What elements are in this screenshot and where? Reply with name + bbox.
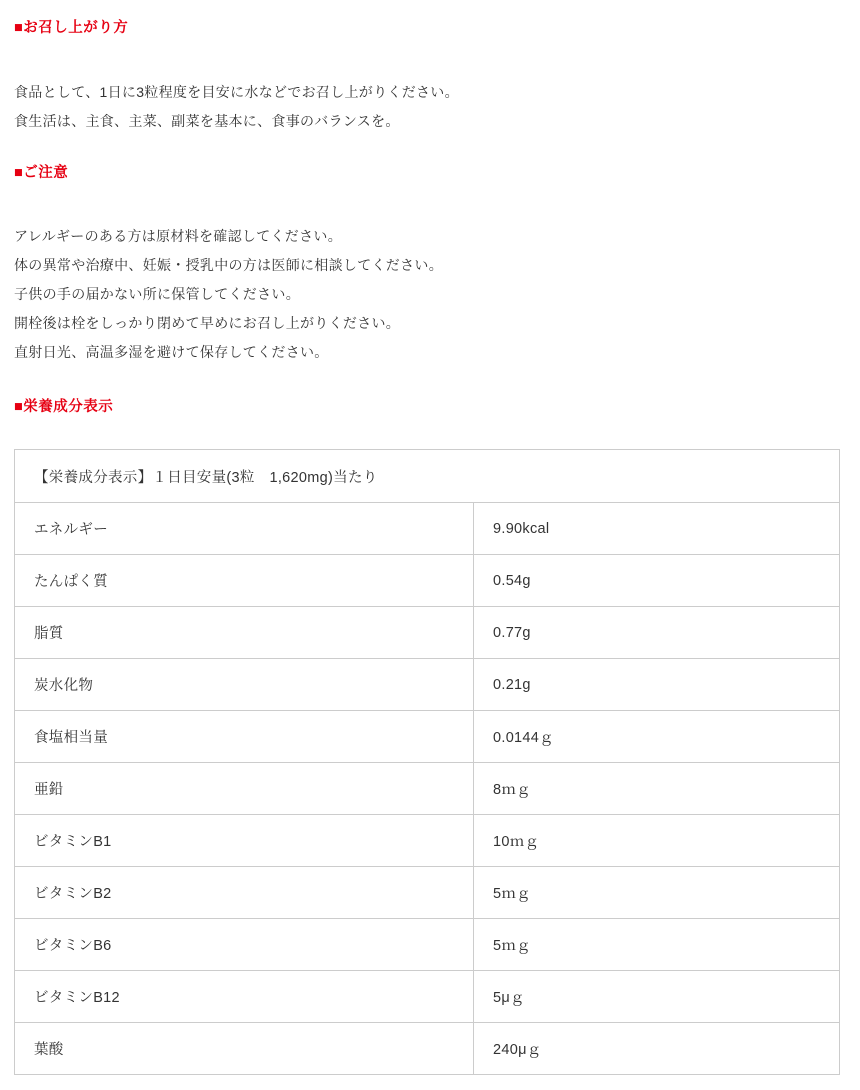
nutrient-value: 8ｍｇ — [474, 763, 840, 815]
nutrient-value: 0.21g — [474, 659, 840, 711]
nutrient-value: 0.54g — [474, 555, 840, 607]
table-row — [15, 1023, 840, 1075]
table-row — [15, 659, 840, 711]
table-row — [15, 711, 840, 763]
nutrition-table — [14, 449, 840, 1075]
body-text-line: 食生活は、主食、主菜、副菜を基本に、食事のバランスを。 — [14, 113, 400, 129]
nutrient-value: 240μｇ — [474, 1023, 840, 1075]
nutrient-value: 5μｇ — [474, 971, 840, 1023]
nutrient-label: 炭水化物 — [15, 659, 474, 711]
cautions-text — [14, 222, 846, 367]
nutrient-value: 0.77g — [474, 607, 840, 659]
nutrient-value: 10ｍｇ — [474, 815, 840, 867]
table-row — [15, 555, 840, 607]
table-row — [15, 607, 840, 659]
nutrient-label: 食塩相当量 — [15, 711, 474, 763]
nutrient-label: ビタミンB2 — [15, 867, 474, 919]
nutrient-value: 9.90kcal — [474, 503, 840, 555]
nutrient-label: たんぱく質 — [15, 555, 474, 607]
body-text-line: 開栓後は栓をしっかり閉めて早めにお召し上がりください。 — [14, 315, 401, 331]
nutrient-label: 亜鉛 — [15, 763, 474, 815]
nutrient-value: 5ｍｇ — [474, 919, 840, 971]
how-to-eat-text — [14, 78, 846, 136]
table-row — [15, 503, 840, 555]
nutrition-table-body — [15, 503, 840, 1075]
nutrient-label: ビタミンB1 — [15, 815, 474, 867]
nutrient-label: ビタミンB12 — [15, 971, 474, 1023]
how-to-eat-heading: ■お召し上がり方 — [14, 20, 129, 36]
nutrient-label: 葉酸 — [15, 1023, 474, 1075]
nutrient-value: 5ｍｇ — [474, 867, 840, 919]
table-row — [15, 763, 840, 815]
nutrition-heading: ■栄養成分表示 — [14, 399, 114, 415]
table-row — [15, 971, 840, 1023]
nutrient-label: 脂質 — [15, 607, 474, 659]
nutrition-table-header-row — [15, 450, 840, 503]
nutrient-label: エネルギー — [15, 503, 474, 555]
body-text-line: 子供の手の届かない所に保管してください。 — [14, 286, 300, 302]
table-row — [15, 867, 840, 919]
nutrition-table-header: 【栄養成分表示】１日目安量(3粒 1,620mg)当たり — [15, 450, 840, 503]
nutrient-value: 0.0144ｇ — [474, 711, 840, 763]
body-text-line: アレルギーのある方は原材料を確認してください。 — [14, 228, 342, 244]
body-text-line: 食品として、1日に3粒程度を目安に水などでお召し上がりください。 — [14, 84, 459, 100]
table-row — [15, 919, 840, 971]
cautions-heading: ■ご注意 — [14, 165, 69, 181]
body-text-line: 直射日光、高温多湿を避けて保存してください。 — [14, 344, 329, 360]
body-text-line: 体の異常や治療中、妊娠・授乳中の方は医師に相談してください。 — [14, 257, 443, 273]
table-row — [15, 815, 840, 867]
nutrient-label: ビタミンB6 — [15, 919, 474, 971]
